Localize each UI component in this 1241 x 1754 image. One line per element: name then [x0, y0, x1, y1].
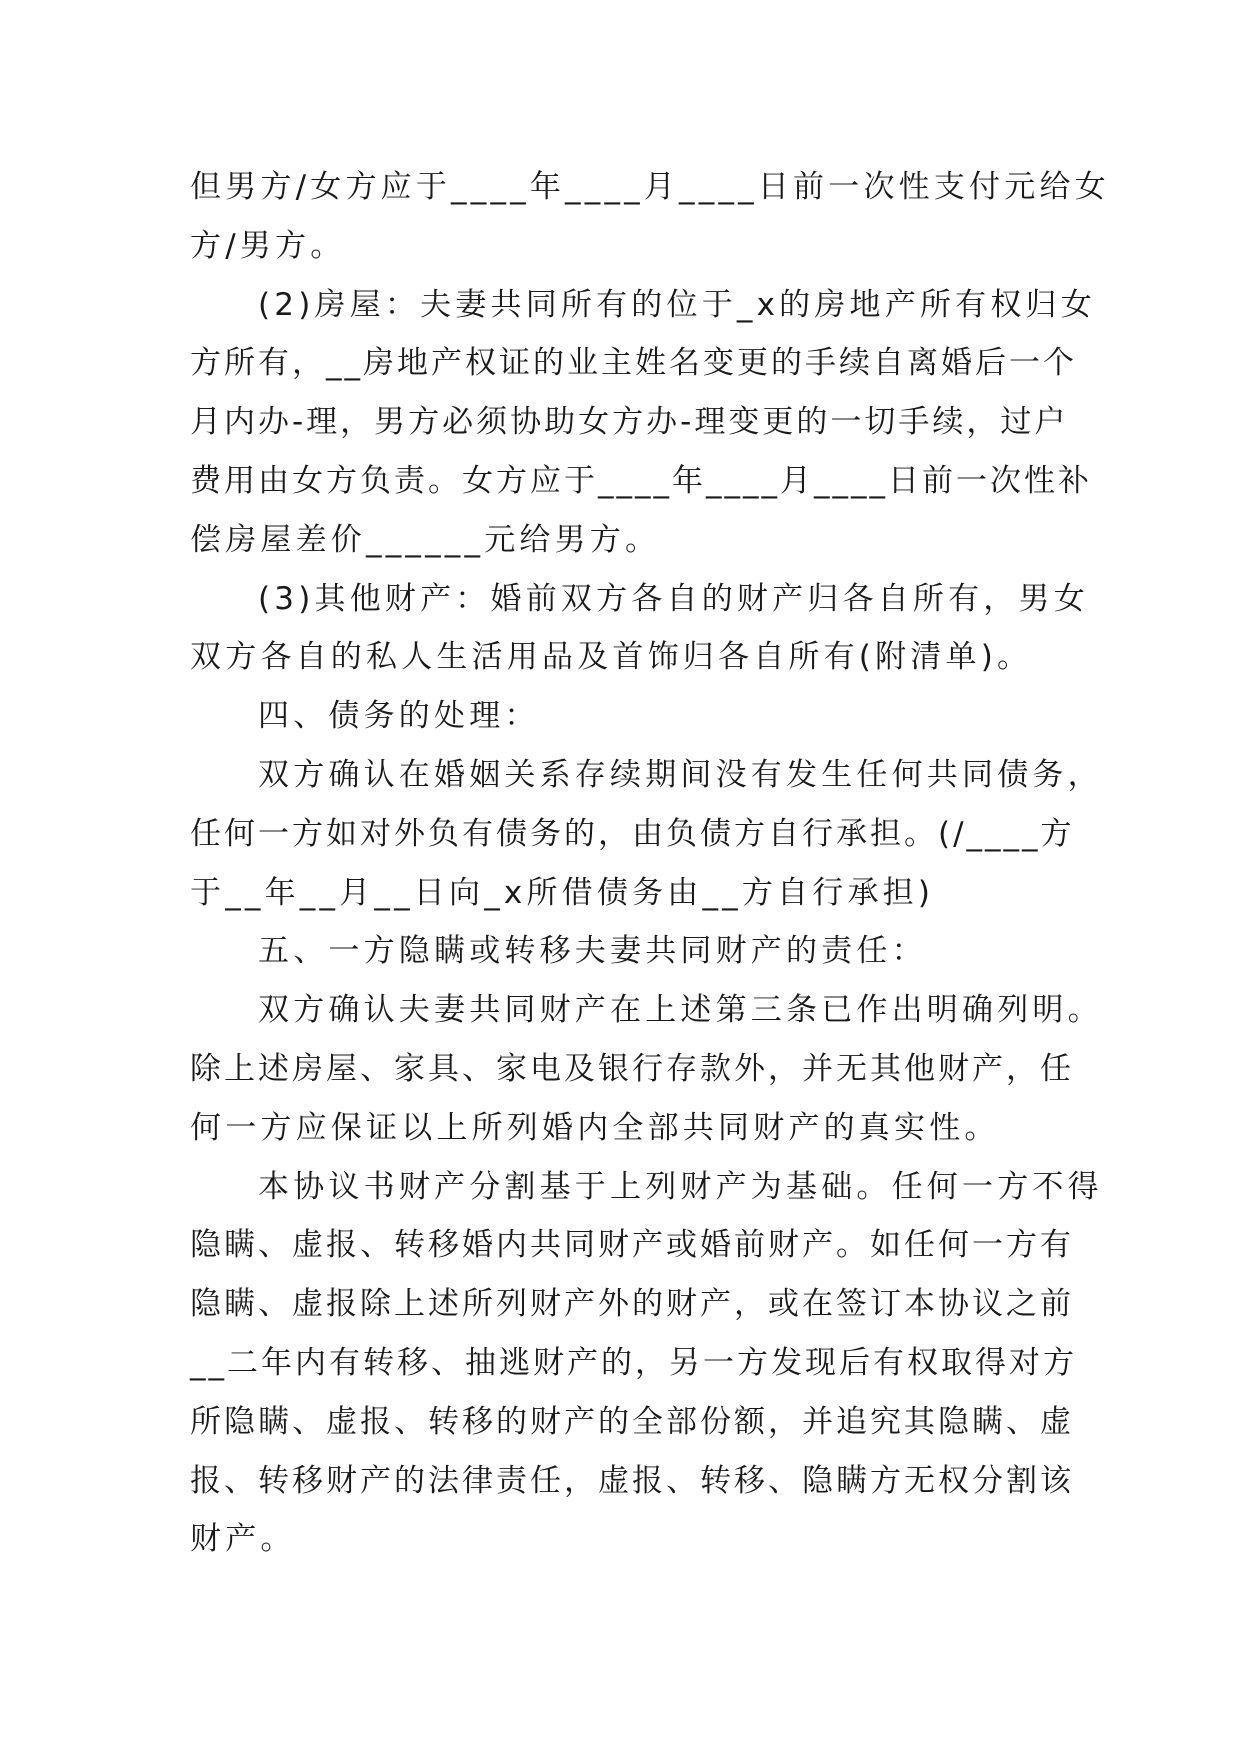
text-line: 财产。 — [190, 1521, 296, 1558]
text-line: 偿房屋差价______元给男方。 — [190, 521, 661, 558]
text-line: __二年内有转移、抽逃财产的，另一方发现后有权取得对方 — [190, 1344, 1077, 1381]
text-line: 隐瞒、虚报除上述所列财产外的财产，或在签订本协议之前 — [190, 1286, 1074, 1323]
text-line: (3)其他财产：婚前双方各自的财产归各自所有，男女 — [258, 580, 1089, 617]
text-line: 除上述房屋、家具、家电及银行存款外，并无其他财产，任 — [190, 1050, 1074, 1087]
section-heading: 四、债务的处理： — [258, 698, 540, 735]
text-line: 双方各自的私人生活用品及首饰归各自所有(附清单)。 — [190, 639, 1033, 676]
text-line: 本协议书财产分割基于上列财产为基础。任何一方不得 — [258, 1168, 1103, 1205]
text-line: 任何一方如对外负有债务的，由负债方自行承担。(/____方 — [190, 815, 1075, 852]
text-line: 月内办-理，男方必须协助女方办-理变更的一切手续，过户 — [190, 404, 1069, 441]
text-line: 但男方/女方应于____年____月____日前一次性支付元给女 — [190, 169, 1110, 205]
document-body — [190, 158, 1110, 1569]
text-line: 报、转移财产的法律责任，虚报、转移、隐瞒方无权分割该 — [190, 1462, 1074, 1499]
text-line: 于__年__月__日向_x所借债务由__方自行承担) — [190, 874, 935, 911]
text-line: 所隐瞒、虚报、转移的财产的全部份额，并追究其隐瞒、虚 — [190, 1403, 1074, 1440]
text-line: 何一方应保证以上所列婚内全部共同财产的真实性。 — [190, 1109, 1000, 1146]
text-line: 双方确认夫妻共同财产在上述第三条已作出明确列明。 — [258, 992, 1103, 1029]
text-line: 费用由女方负责。女方应于____年____月____日前一次性补 — [190, 462, 1092, 499]
text-line: 方所有，__房地产权证的业主姓名变更的手续自离婚后一个 — [190, 345, 1077, 382]
text-line: 隐瞒、虚报、转移婚内共同财产或婚前财产。如任何一方有 — [190, 1227, 1074, 1264]
text-line: 方/男方。 — [190, 227, 346, 264]
text-line: 双方确认在婚姻关系存续期间没有发生任何共同债务， — [258, 756, 1103, 793]
text-line: (2)房屋：夫妻共同所有的位于_x的房地产所有权归女 — [258, 286, 1096, 323]
section-heading: 五、一方隐瞒或转移夫妻共同财产的责任： — [258, 933, 927, 970]
